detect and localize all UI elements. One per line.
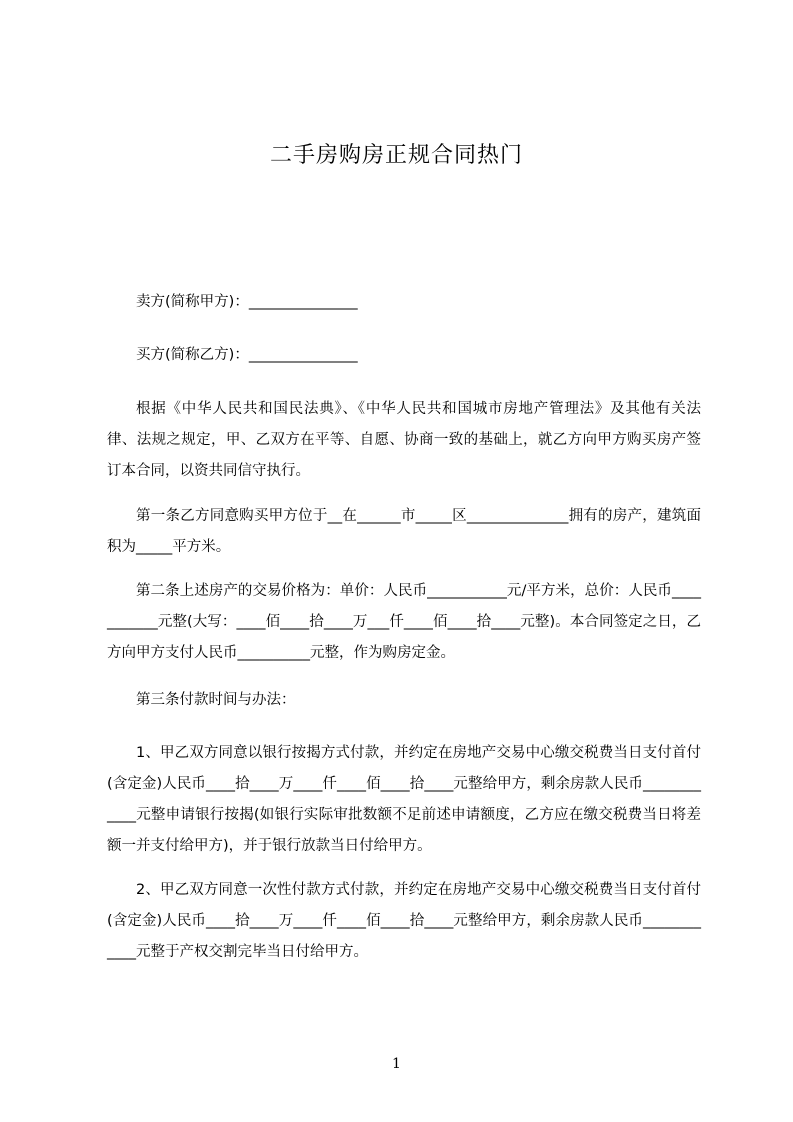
payment-item-1-paragraph: 1、甲乙双方同意以银行按揭方式付款，并约定在房地产交易中心缴交税费当日支付首付(含定金)人民币____拾____万____仟____佰____拾____元整给甲方，剩余房款人民币____________元整申请银行按揭(如银行实际审批数额不足前述申请额度，乙方应在缴交税费当日将差额一并支付给甲方)，并于银行放款当日付给甲方。: [107, 745, 701, 854]
seller-line: 卖方(简称甲方)：_______________: [136, 294, 358, 310]
legal-basis-paragraph: 根据《中华人民共和国民法典》、《中华人民共和国城市房地产管理法》及其他有关法律、法规之规定，甲、乙双方在平等、自愿、协商一致的基础上，就乙方向甲方购买房产签订本合同，以资共同信守执行。: [107, 401, 701, 479]
payment-item-2-paragraph: 2、甲乙双方同意一次性付款方式付款，并约定在房地产交易中心缴交税费当日支付首付(含定金)人民币____拾____万____仟____佰____拾____元整给甲方，剩余房款人民币____________元整于产权交割完毕当日付给甲方。: [107, 882, 701, 960]
buyer-line: 买方(简称乙方)：_______________: [136, 347, 358, 363]
article-3-heading: 第三条付款时间与办法：: [136, 692, 296, 708]
article-2-paragraph: 第二条上述房产的交易价格为：单价：人民币___________元/平方米，总价：人民币___________元整(大写：____佰____拾____万___仟____佰____拾____元整)。本合同签定之日，乙方向甲方支付人民币__________元整，作为购房定金。: [107, 583, 701, 661]
page-number: 1: [392, 1056, 401, 1072]
article-1-paragraph: 第一条乙方同意购买甲方位于__在______市_____区______________拥有的房产，建筑面积为_____平方米。: [107, 508, 701, 555]
page-title: 二手房购房正规合同热门: [269, 143, 523, 168]
